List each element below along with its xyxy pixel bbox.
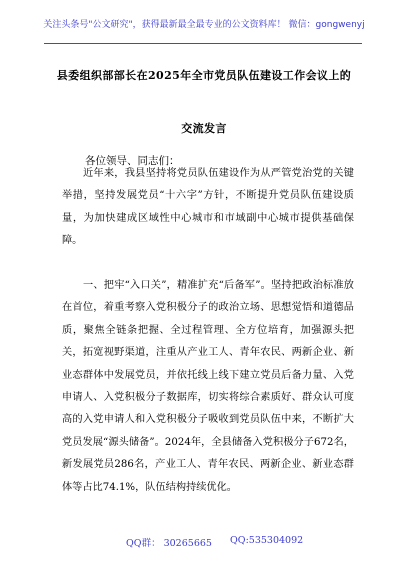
- footer-qq: QQ:535304092: [230, 535, 304, 546]
- footer-qq-group: QQ群： 30265665: [126, 538, 212, 549]
- salutation: 各位领导、同志们：: [85, 155, 180, 167]
- paragraph-intro: 近年来，我县坚持将党员队伍建设作为从严管党治党的关键举措，坚持发展党员“十六字”方针，不断提升党员队伍建设质量，为加快建成区域性中心城市和市域副中心城市提供基础保障。: [62, 168, 354, 247]
- header-divider: [44, 43, 362, 44]
- header-banner: 关注头条号"公文研究"，获得最新最全最专业的公文资料库！ 微信：gongwenyj: [43, 20, 365, 30]
- document-title-line1: 县委组织部部长在2025年全市党员队伍建设工作会议上的: [56, 69, 352, 82]
- document-title-line2: 交流发言: [181, 122, 227, 135]
- paragraph-section-one: 一、把牢“入口关”，精准扩充“后备军”。坚持把政治标准放在首位，着重考察入党积极分子的政治立场、思想觉悟和道德品质，聚焦全链条把握、全过程管理、全方位培育，加强源头把关，拓宽视野渠道，注重从产业工人、青年农民、两新企业、新业态群体中发展党员，并依托线上线下建立党员后备力量、入党申请人、入党积极分子数据库，切实将综合素质好、群众认可度高的入党申请人和入党积极分子吸收到党员队伍中来，不断扩大党员发展“源头储备”。2024年，全县储备入党积极分子672名，新发展党员286名，产业工人、青年农民、两新企业、新业态群体等占比74.1%，队伍结构持续优化。: [62, 280, 354, 493]
